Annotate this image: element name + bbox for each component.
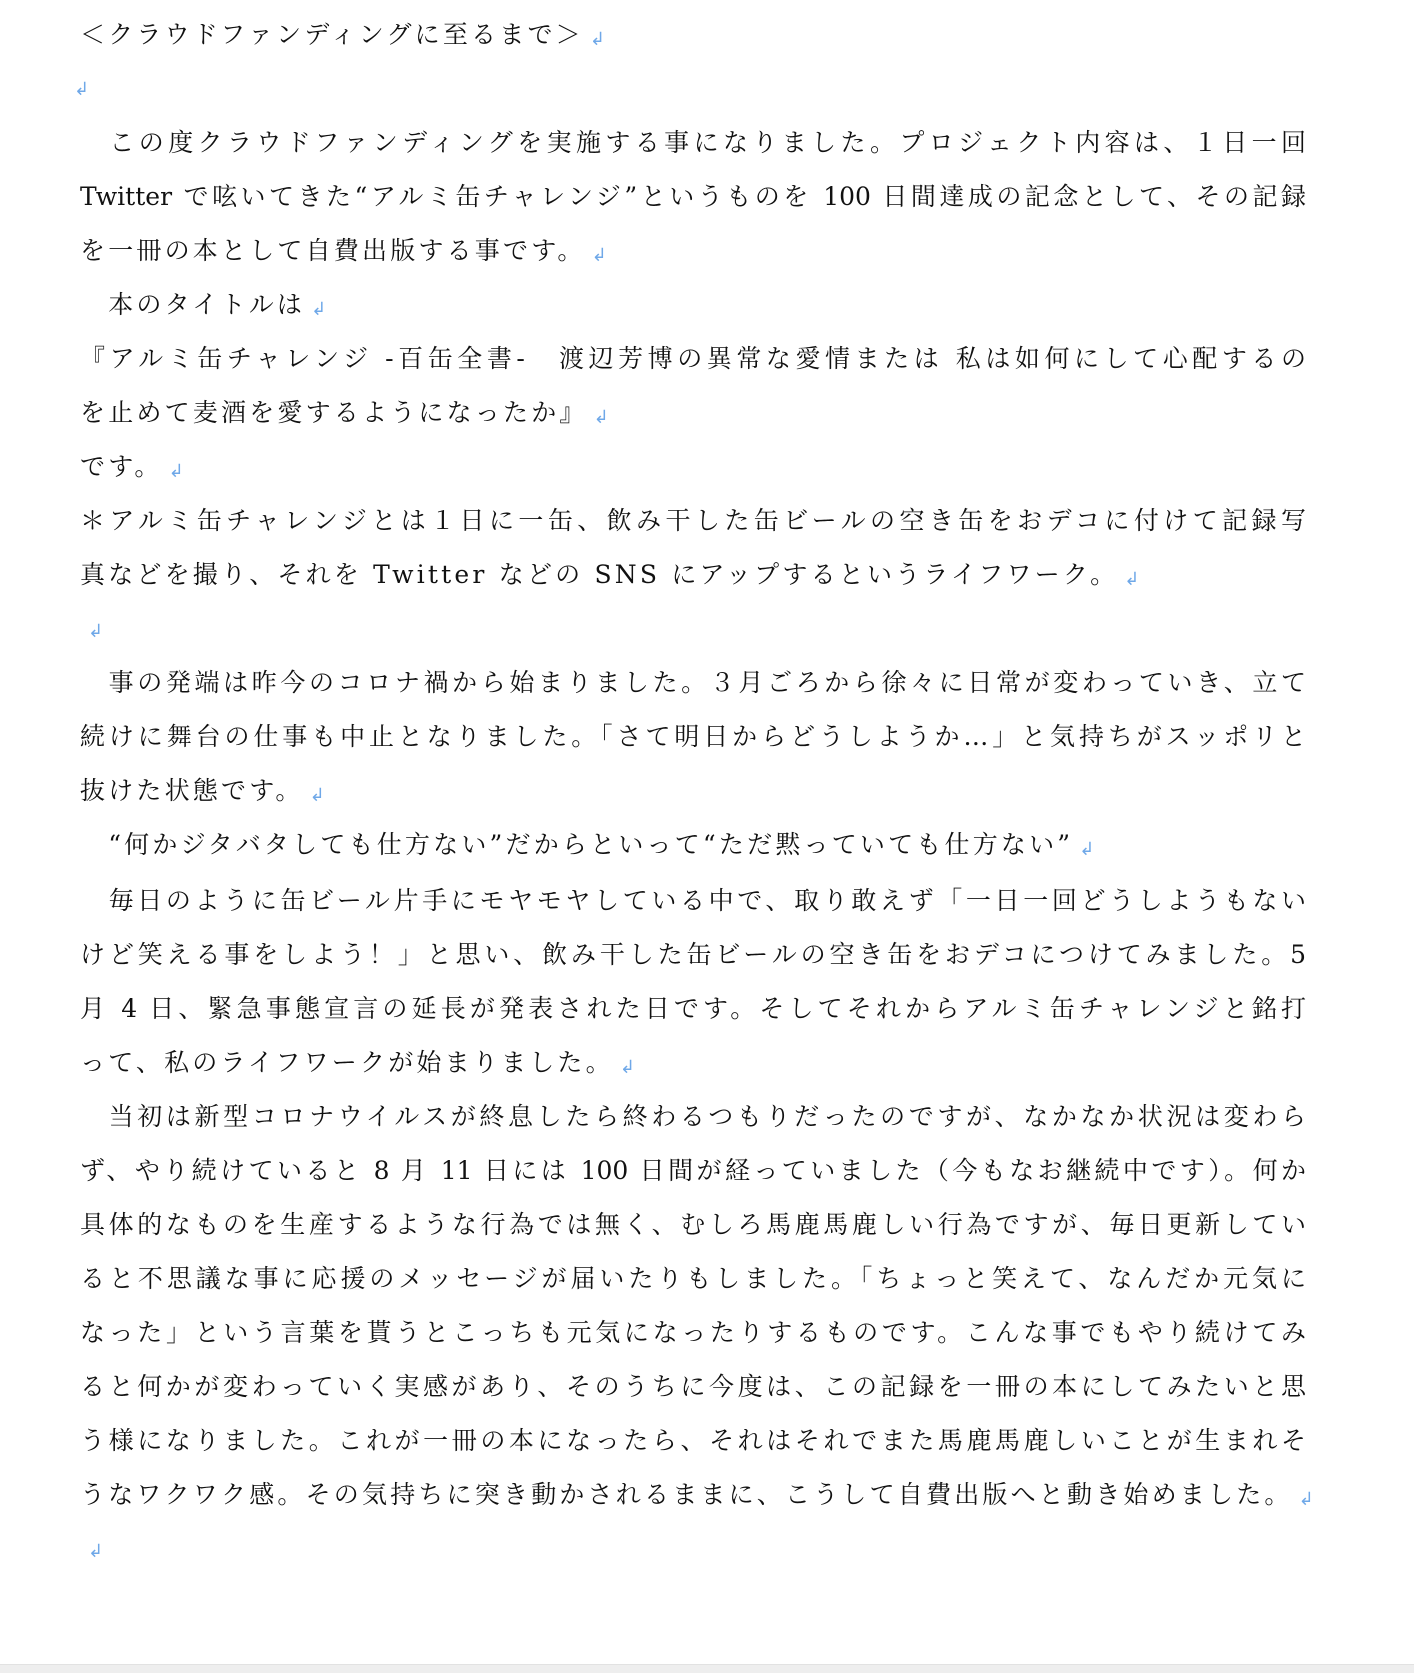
- text-line: [80, 774, 325, 808]
- text-line: [80, 666, 1306, 700]
- line-text: って、私のライフワークが始まりました。: [80, 1048, 614, 1077]
- line-text: 抜けた状態です。: [80, 776, 304, 805]
- text-line: [80, 1154, 1306, 1188]
- text-line: [80, 720, 1306, 754]
- text-line: [80, 1316, 1306, 1350]
- line-text: ＊アルミ缶チャレンジとは１日に一缶、飲み干した缶ビールの空き缶をおデコに付けて記録写: [80, 506, 1306, 535]
- text-line: [80, 450, 184, 484]
- paragraph-mark-icon: ↲: [311, 299, 327, 320]
- paragraph-mark-icon: ↲: [1079, 839, 1095, 860]
- text-line: [80, 1262, 1306, 1296]
- heading-text: ＜クラウドファンディングに至るまで＞: [80, 20, 584, 49]
- line-text: うなワクワク感。その気持ちに突き動かされるままに、こうして自費出版へと動き始めました。: [80, 1480, 1293, 1509]
- line-text: を一冊の本として自費出版する事です。: [80, 236, 586, 265]
- paragraph-mark-icon: ↲: [619, 1057, 635, 1078]
- text-line: [80, 938, 1306, 972]
- text-line: [80, 180, 1306, 214]
- line-text: です。: [80, 452, 163, 481]
- paragraph-mark-icon: ↲: [74, 79, 90, 100]
- line-text: この度クラウドファンディングを実施する事になりました。プロジェクト内容は、１日一回: [80, 128, 1306, 157]
- line-text: 本のタイトルは: [80, 290, 306, 319]
- line-text: う様になりました。これが一冊の本になったら、それはそれでまた馬鹿馬鹿しいことが生まれそ: [80, 1426, 1306, 1455]
- line-text: Twitter で呟いてきた“アルミ缶チャレンジ”というものを 100 日間達成の記念として、その記録: [80, 182, 1306, 211]
- book-title-line: [80, 342, 1306, 376]
- note-line: [80, 504, 1306, 538]
- paragraph-mark-icon: ↲: [88, 621, 104, 642]
- text-line: [80, 288, 326, 322]
- paragraph-mark-icon: ↲: [88, 1541, 104, 1562]
- text-line: [80, 1478, 1314, 1512]
- book-title-line: [80, 396, 609, 430]
- text-line: [80, 1046, 635, 1080]
- line-text: 当初は新型コロナウイルスが終息したら終わるつもりだったのですが、なかなか状況は変わら: [80, 1102, 1306, 1131]
- paragraph-mark-icon: ↲: [591, 245, 607, 266]
- text-line: [80, 1208, 1306, 1242]
- line-text: “何かジタバタしても仕方ない”だからといって“ただ黙っていても仕方ない”: [80, 830, 1074, 859]
- line-text: 『アルミ缶チャレンジ -百缶全書- 渡辺芳博の異常な愛情または 私は如何にして心配するの: [80, 344, 1306, 373]
- text-line: [80, 992, 1306, 1026]
- line-text: 月 4 日、緊急事態宣言の延長が発表された日です。そしてそれからアルミ缶チャレンジと銘打: [80, 994, 1306, 1023]
- line-text: を止めて麦酒を愛するようになったか』: [80, 398, 588, 427]
- paragraph-mark-icon: ↲: [1124, 569, 1140, 590]
- line-text: なった」という言葉を貰うとこっちも元気になったりするものです。こんな事でもやり続けてみ: [80, 1318, 1306, 1347]
- note-line: [80, 558, 1139, 592]
- paragraph-mark-icon: ↲: [593, 407, 609, 428]
- text-line: [80, 1100, 1306, 1134]
- text-line: [80, 828, 1094, 862]
- paragraph-mark-icon: ↲: [168, 461, 184, 482]
- text-line: [80, 1370, 1306, 1404]
- line-text: 毎日のように缶ビール片手にモヤモヤしている中で、取り敢えず「一日一回どうしようもない: [80, 886, 1306, 915]
- line-text: 事の発端は昨今のコロナ禍から始まりました。３月ごろから徐々に日常が変わっていき、立て: [80, 668, 1306, 697]
- paragraph-mark-icon: ↲: [309, 785, 325, 806]
- line-text: ず、やり続けていると 8 月 11 日には 100 日間が経っていました（今もなお継続中です）。何か: [80, 1156, 1306, 1185]
- text-line: [80, 234, 607, 268]
- line-text: けど笑える事をしよう！」と思い、飲み干した缶ビールの空き缶をおデコにつけてみました。5: [80, 940, 1306, 969]
- line-text: 真などを撮り、それを Twitter などの SNS にアップするというライフワーク。: [80, 560, 1119, 589]
- text-line: [80, 884, 1306, 918]
- line-text: 続けに舞台の仕事も中止となりました。「さて明日からどうしようか…」と気持ちがスッポリと: [80, 722, 1306, 751]
- paragraph-mark-icon: ↲: [589, 29, 605, 50]
- line-text: 具体的なものを生産するような行為では無く、むしろ馬鹿馬鹿しい行為ですが、毎日更新してい: [80, 1210, 1306, 1239]
- paragraph-mark-icon: ↲: [1298, 1489, 1314, 1510]
- section-heading: [80, 18, 605, 52]
- text-line: [80, 126, 1306, 160]
- text-line: [80, 1424, 1306, 1458]
- line-text: ると不思議な事に応援のメッセージが届いたりもしました。「ちょっと笑えて、なんだか元気に: [80, 1264, 1306, 1293]
- line-text: ると何かが変わっていく実感があり、そのうちに今度は、この記録を一冊の本にしてみたいと思: [80, 1372, 1306, 1401]
